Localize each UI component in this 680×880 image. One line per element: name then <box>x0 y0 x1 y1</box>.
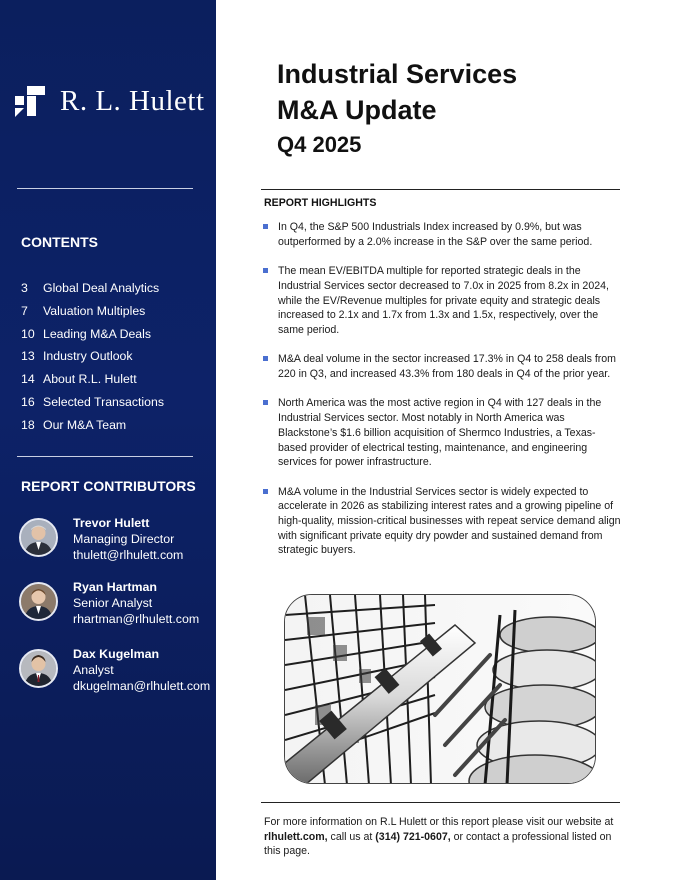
highlight-item: M&A deal volume in the sector increased 17.3% in Q4 to 258 deals from 220 in Q3, and increased 43.3% from 180 deals in Q4 of the prior year. <box>262 352 624 381</box>
contributor-info <box>73 579 199 627</box>
brand-logo[interactable] <box>13 84 205 118</box>
square-bullet-icon <box>263 268 268 273</box>
sidebar <box>0 0 216 880</box>
header-divider <box>261 189 620 190</box>
sidebar-divider <box>17 456 193 457</box>
toc-item[interactable]: 10 Leading M&A Deals <box>21 326 152 341</box>
contributor-name: Ryan Hartman <box>73 580 158 594</box>
highlight-item: The mean EV/EBITDA multiple for reported strategic deals in the Industrial Services sector decreased to 7.0x in 2025 from 8.2x in 2024, while the EV/Revenue multiples for private equity and strategic deals increased to 2.1x and 1.7x from 1.3x and 1.5x, respectively, over the same period. <box>262 264 624 338</box>
contributor-email[interactable]: rhartman@rlhulett.com <box>73 612 200 626</box>
contributor-name: Trevor Hulett <box>73 516 150 530</box>
industrial-building-photo <box>284 594 596 784</box>
sidebar-divider <box>17 188 193 189</box>
avatar <box>19 582 58 621</box>
toc-item[interactable]: 7 Valuation Multiples <box>21 303 146 318</box>
avatar <box>19 649 58 688</box>
report-title <box>277 56 517 162</box>
contributor-card <box>19 579 199 627</box>
contributor-card <box>19 515 183 563</box>
avatar <box>19 518 58 557</box>
contributor-info <box>73 646 210 694</box>
contributor-role: Senior Analyst <box>73 596 153 610</box>
contributor-name: Dax Kugelman <box>73 647 160 661</box>
brand-name: R. L. Hulett <box>60 84 205 117</box>
contributor-info <box>73 515 183 563</box>
phone-number[interactable]: (314) 721-0607, <box>375 830 451 843</box>
toc-item[interactable]: 3 Global Deal Analytics <box>21 281 160 295</box>
highlight-item: North America was the most active region in Q4 with 127 deals in the Industrial Services sector. Most notably in North America was Blackstone’s $1.6 billion acquisition of Shermco Industries, a Texas-based provider of electrical testing, maintenance, and engineering services for power infrastructure. <box>262 396 624 470</box>
highlights-list <box>262 220 624 573</box>
contributor-email[interactable]: thulett@rlhulett.com <box>73 548 184 562</box>
footer-divider <box>261 802 620 803</box>
contributor-role: Analyst <box>73 663 114 677</box>
square-bullet-icon <box>263 356 268 361</box>
toc-item[interactable]: 13 Industry Outlook <box>21 349 133 364</box>
toc-item[interactable]: 16 Selected Transactions <box>21 394 164 409</box>
square-bullet-icon <box>263 489 268 494</box>
table-of-contents <box>21 279 164 439</box>
square-bullet-icon <box>263 224 268 229</box>
rl-hulett-logo-icon <box>13 84 47 118</box>
contributor-role: Managing Director <box>73 532 175 546</box>
contributors-heading: REPORT CONTRIBUTORS <box>21 478 196 494</box>
toc-item[interactable]: 14 About R.L. Hulett <box>21 372 137 387</box>
title-line-1: Industrial Services <box>277 59 518 89</box>
highlights-heading: REPORT HIGHLIGHTS <box>264 197 377 209</box>
toc-item[interactable]: 18 Our M&A Team <box>21 417 127 432</box>
contents-heading: CONTENTS <box>21 234 98 250</box>
square-bullet-icon <box>263 400 268 405</box>
website-link[interactable]: rlhulett.com, <box>264 830 328 843</box>
footer-contact: For more information on R.L Hulett or this report please visit our website at rlhulett.com, call us at (314) 721-0607, or contact a professional listed on this page. <box>264 816 614 858</box>
contributor-card <box>19 646 210 694</box>
highlight-item: M&A volume in the Industrial Services sector is widely expected to accelerate in 2026 as stabilizing interest rates and a growing pipeline of high-quality, mission-critical businesses with repeat service demand align with significant private equity dry powder and sustained demand from strategic buyers. <box>262 485 624 559</box>
contributor-email[interactable]: dkugelman@rlhulett.com <box>73 679 211 693</box>
highlight-item: In Q4, the S&P 500 Industrials Index increased by 0.9%, but was outperformed by a 2.0% increase in the S&P over the same period. <box>262 220 624 249</box>
report-period: Q4 2025 <box>277 132 362 157</box>
title-line-2: M&A Update <box>277 95 437 125</box>
